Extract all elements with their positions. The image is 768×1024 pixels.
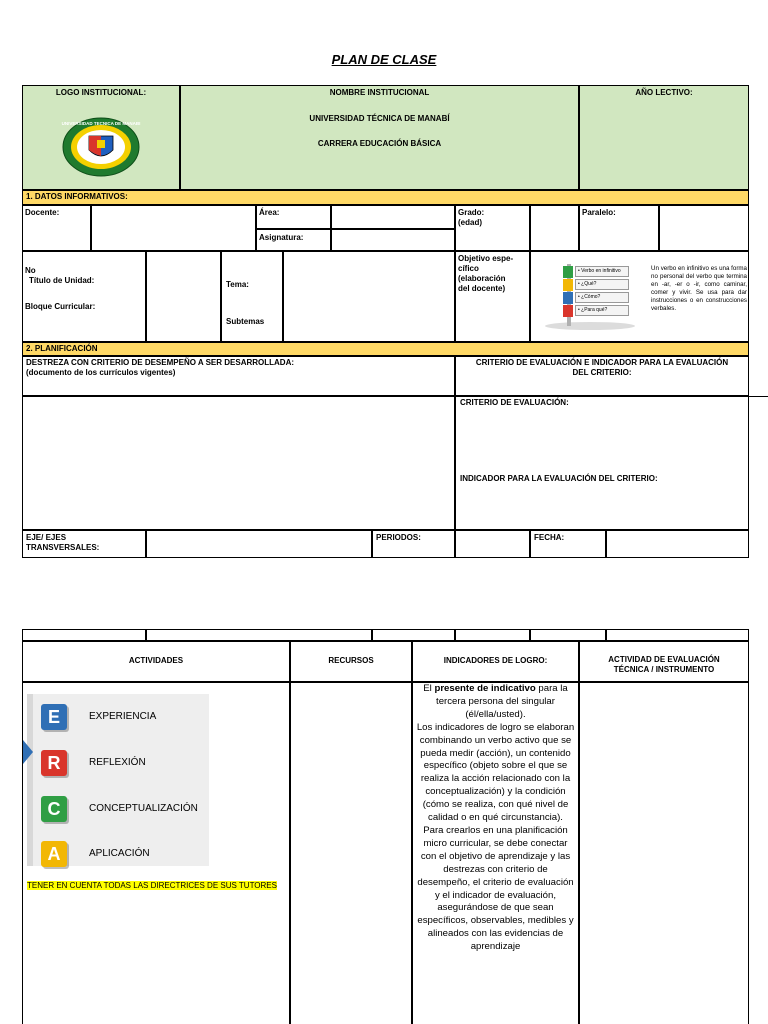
paralelo-field[interactable] — [659, 205, 749, 251]
erca-item-e — [41, 704, 156, 730]
tema-field[interactable] — [283, 251, 455, 342]
docente-field[interactable] — [91, 205, 256, 251]
objetivo-line-1: Objetivo espe- — [458, 254, 514, 263]
indicadores-post: para la tercera persona del singular (él/ella/usted). — [436, 683, 568, 720]
col-actividad-eval-line-1: ACTIVIDAD DE EVALUACIÓN — [608, 655, 720, 664]
criterio-header-line-2: DEL CRITERIO: — [572, 368, 632, 377]
infographic-item-2: • ¿Qué? — [575, 279, 629, 290]
logo-label: LOGO INSTITUCIONAL: — [55, 88, 147, 97]
nota-tutores-text: TENER EN CUENTA TODAS LAS DIRECTRICES DE SUS TUTORES — [27, 881, 277, 890]
no-label: No — [25, 266, 36, 275]
infographic-shadow — [545, 322, 635, 330]
nombre-institucional-cell — [180, 85, 579, 190]
col-actividades: ACTIVIDADES — [22, 641, 290, 682]
destreza-line-2: (documento de los currículos vigentes) — [26, 368, 176, 377]
periodos-label: PERIODOS: — [372, 530, 455, 558]
destreza-header — [22, 356, 455, 396]
page-title: PLAN DE CLASE — [331, 52, 437, 67]
infographic-item-2-text: ¿Qué? — [581, 281, 597, 287]
arrow-right-icon — [23, 740, 33, 764]
logo-cell — [22, 85, 180, 190]
fecha-label: FECHA: — [530, 530, 606, 558]
blank-cell-2 — [146, 629, 372, 641]
col-indicadores: INDICADORES DE LOGRO: — [412, 641, 579, 682]
erca-item-c — [41, 796, 198, 822]
indicador-label: INDICADOR PARA LA EVALUACIÓN DEL CRITERIO: — [460, 474, 658, 483]
actividad-evaluacion-cell[interactable] — [579, 682, 749, 1024]
indicadores-p2: Los indicadores de logro se elaboran combinando un verbo activo que se pueda medir (acción), un contenido específico (objeto sobre el que se realiza la acción relacionado con la conceptualización) y la condición (cómo se realiza, con qué nivel de calidad o en qué circunstancia). — [416, 721, 575, 824]
blank-cell-6 — [606, 629, 749, 641]
area-field[interactable] — [331, 205, 455, 229]
letter-block-a-icon: A — [41, 841, 67, 867]
anio-label: AÑO LECTIVO: — [635, 88, 693, 97]
infographic-item-3: • ¿Cómo? — [575, 292, 629, 303]
blank-cell-5 — [530, 629, 606, 641]
flag-yellow-icon — [563, 279, 573, 291]
destreza-field[interactable] — [22, 396, 455, 530]
criterio-header — [455, 356, 749, 396]
letter-block-r-icon: R — [41, 750, 67, 776]
recursos-cell[interactable] — [290, 682, 412, 1024]
infographic-item-4-text: ¿Para qué? — [581, 307, 608, 313]
section-datos-informativos: 1. DATOS INFORMATIVOS: — [22, 190, 749, 205]
paralelo-label: Paralelo: — [579, 205, 659, 251]
unidad-field[interactable] — [146, 251, 221, 342]
infographic-item-3-text: ¿Cómo? — [581, 294, 601, 300]
indicadores-cell — [412, 682, 579, 1024]
blank-cell-1 — [22, 629, 146, 641]
infinitivo-definition: Un verbo en infinitivo es una forma no personal del verbo que termina en -ar, -er o -ir, como caminar, comer y vivir. Se usa para dar instrucciones o en construcciones verbales. — [651, 265, 747, 312]
infographic-item-1: • Verbo en infinitivo — [575, 266, 629, 277]
bloque-curricular-label: Bloque Curricular: — [25, 302, 96, 311]
erca-graphic — [27, 694, 209, 866]
objetivo-field — [530, 251, 749, 342]
tema-labels — [221, 251, 283, 342]
grado-field[interactable] — [530, 205, 579, 251]
erca-item-a — [41, 841, 150, 867]
universidad-name: UNIVERSIDAD TÉCNICA DE MANABÍ — [309, 114, 450, 123]
fecha-field[interactable] — [606, 530, 749, 558]
grado-text: Grado: — [458, 208, 485, 217]
flag-blue-icon — [563, 292, 573, 304]
indicadores-text — [413, 683, 578, 954]
asignatura-field[interactable] — [331, 229, 455, 251]
objetivo-line-3: (elaboración — [458, 274, 506, 283]
erca-label-c: CONCEPTUALIZACIÓN — [89, 803, 198, 814]
letter-block-e-icon: E — [41, 704, 67, 730]
eje-line-2: TRANSVERSALES: — [26, 543, 100, 552]
anio-lectivo-cell — [579, 85, 749, 190]
infographic-item-1-text: Verbo en infinitivo — [581, 268, 621, 274]
seal-text: UNIVERSIDAD TECNICA DE MANABI — [61, 121, 141, 126]
carrera-name: CARRERA EDUCACIÓN BÁSICA — [317, 139, 442, 148]
objetivo-line-2: cífico — [458, 264, 479, 273]
indicadores-pre: El — [423, 683, 435, 694]
col-recursos: RECURSOS — [290, 641, 412, 682]
tema-label: Tema: — [226, 280, 249, 289]
erca-side-bar — [27, 694, 33, 866]
erca-label-a: APLICACIÓN — [89, 848, 150, 859]
criterio-field[interactable] — [455, 396, 749, 530]
destreza-line-1: DESTREZA CON CRITERIO DE DESEMPEÑO A SER DESARROLLADA: — [26, 358, 295, 367]
indicadores-p1 — [416, 683, 575, 722]
nota-tutores — [27, 881, 285, 891]
flag-green-icon — [563, 266, 573, 278]
criterio-label: CRITERIO DE EVALUACIÓN: — [460, 398, 569, 407]
col-actividad-eval-line-2: TÉCNICA / INSTRUMENTO — [613, 665, 715, 674]
erca-label-e: EXPERIENCIA — [89, 711, 157, 722]
erca-label-r: REFLEXIÓN — [89, 757, 146, 768]
unidad-labels — [22, 251, 146, 342]
eje-line-1: EJE/ EJES — [26, 533, 67, 542]
blank-cell-3 — [372, 629, 455, 641]
criterio-header-line-1: CRITERIO DE EVALUACIÓN E INDICADOR PARA LA EVALUACIÓN — [475, 358, 729, 367]
grado-label — [455, 205, 530, 251]
infographic-item-4: • ¿Para qué? — [575, 305, 629, 316]
subtemas-label: Subtemas — [226, 317, 265, 326]
periodos-field[interactable] — [455, 530, 530, 558]
objetivo-label — [455, 251, 530, 342]
verbo-infographic — [541, 260, 641, 338]
col-actividad-evaluacion — [579, 641, 749, 682]
university-seal-icon — [61, 116, 141, 178]
indicadores-p3: Para crearlos en una planificación micro curricular, se debe conectar con el objetivo de aprendizaje y las destrezas con criterio de desempeño, el criterio de evaluación y el indicador de evaluación, asegurándose de que sean específicos, observables, medibles y alineados con las evidencias de aprendizaje — [417, 824, 574, 953]
area-label: Área: — [256, 205, 331, 229]
edad-text: (edad) — [458, 218, 482, 227]
erca-item-r — [41, 750, 146, 776]
overflow-line — [749, 396, 768, 397]
titulo-unidad-label: Título de Unidad: — [29, 276, 95, 285]
eje-label — [22, 530, 146, 558]
eje-field[interactable] — [146, 530, 372, 558]
docente-label: Docente: — [22, 205, 91, 251]
section-planificacion: 2. PLANIFICACIÓN — [22, 342, 749, 356]
indicadores-bold: presente de indicativo — [434, 683, 536, 694]
asignatura-label: Asignatura: — [256, 229, 331, 251]
flag-red-icon — [563, 305, 573, 317]
blank-cell-4 — [455, 629, 530, 641]
actividades-cell — [22, 682, 290, 1024]
letter-block-c-icon: C — [41, 796, 67, 822]
nombre-label: NOMBRE INSTITUCIONAL — [329, 88, 430, 97]
objetivo-line-4: del docente) — [458, 284, 506, 293]
